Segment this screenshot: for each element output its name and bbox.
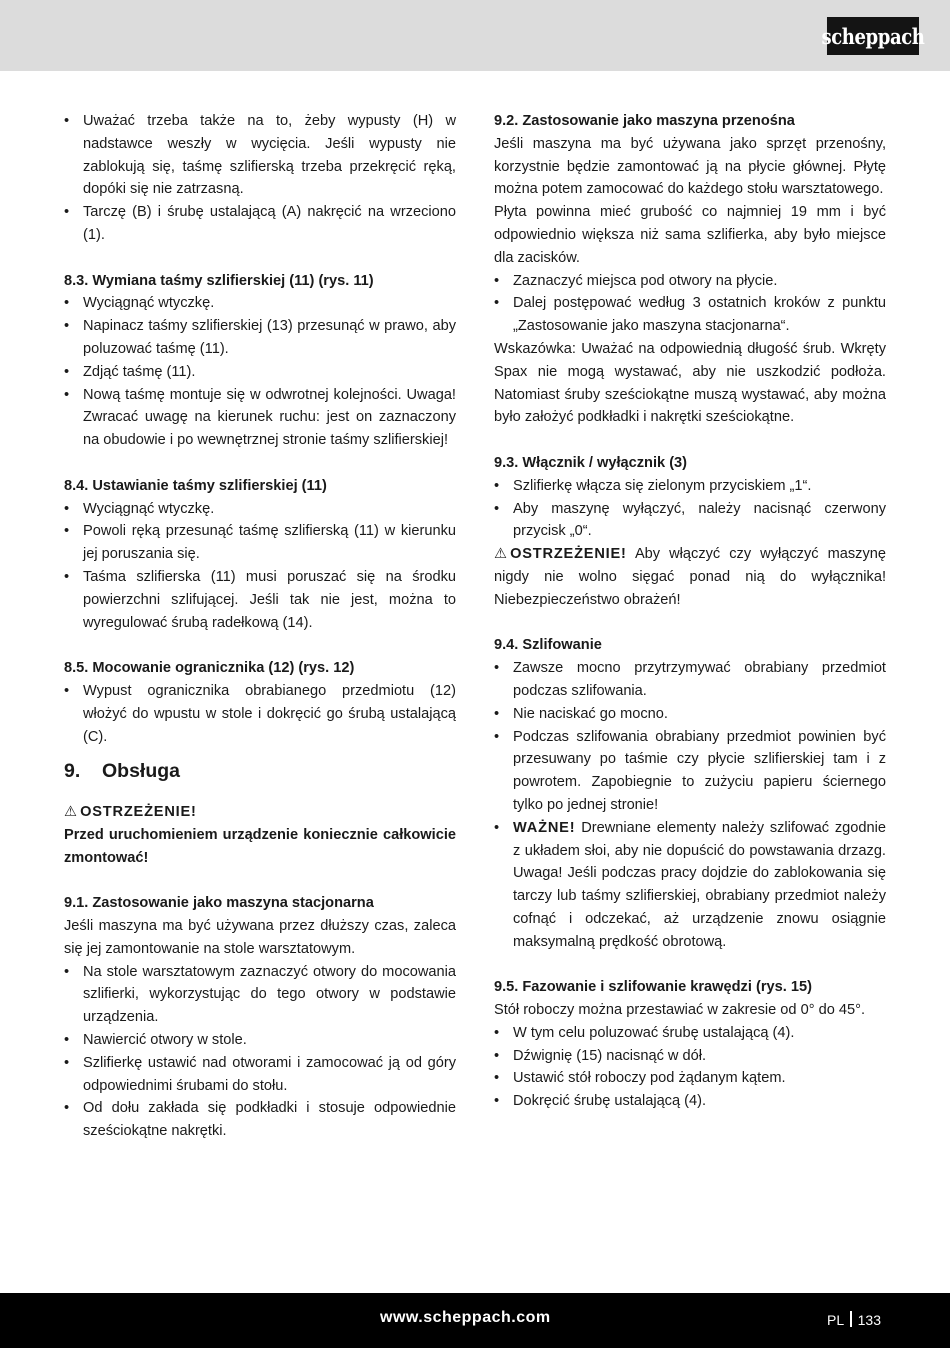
warning-triangle-icon: ⚠ bbox=[64, 804, 78, 821]
header-bar bbox=[0, 0, 950, 71]
section-heading-9-2: 9.2. Zastosowanie jako maszyna przenośna bbox=[494, 113, 795, 129]
list-item: • Taśma szlifierska (11) musi poruszać się na środku powierzchni szlifującej. Jeśli tak nie jest, można to wyregulować śrubą radełkową (14). bbox=[64, 566, 456, 634]
list-item: • Tarczę (B) i śrubę ustalającą (A) nakręcić na wrzeciono (1). bbox=[64, 201, 456, 247]
list-item: • Nową taśmę montuje się w odwrotnej kolejności. Uwaga! Zwracać uwagę na kierunek ruchu: jest on zaznaczony na obudowie i po wewnętrznej stronie taśmy szlifierskiej! bbox=[64, 384, 456, 452]
section-9-5-list bbox=[494, 1022, 886, 1113]
section-heading-8-4: 8.4. Ustawianie taśmy szlifierskiej (11) bbox=[64, 477, 327, 494]
list-item: • Dalej postępować według 3 ostatnich kroków z punktu „Zastosowanie jako maszyna stacjonarna“. bbox=[494, 292, 886, 338]
intro-list bbox=[64, 110, 456, 247]
left-column bbox=[64, 110, 456, 1143]
list-item: • Wypust ogranicznika obrabianego przedmiotu (12) włożyć do wpustu w stole i dokręcić go śrubą ustalającą (C). bbox=[64, 680, 456, 748]
chapter-title: Obsługa bbox=[102, 760, 181, 783]
footer-bar bbox=[0, 1293, 950, 1348]
list-item: • Dokręcić śrubę ustalającą (4). bbox=[494, 1090, 886, 1113]
list-item: • Wyciągnąć wtyczkę. bbox=[64, 498, 456, 521]
page-number: 133 bbox=[857, 1312, 881, 1328]
warning-label: ⚠ OSTRZEŻENIE! bbox=[494, 546, 627, 562]
section-9-2-list bbox=[494, 270, 886, 338]
list-item: • Szlifierkę włącza się zielonym przyciskiem „1“. bbox=[494, 475, 886, 498]
chapter-number: 9. bbox=[64, 760, 81, 783]
list-item: • Zawsze mocno przytrzymywać obrabiany przedmiot podczas szlifowania. bbox=[494, 657, 886, 703]
list-item: • Od dołu zakłada się podkładki i stosuje odpowiednie sześciokątne nakrętki. bbox=[64, 1097, 456, 1143]
section-heading-9-3: 9.3. Włącznik / wyłącznik (3) bbox=[494, 454, 688, 471]
section-9-4-list bbox=[494, 657, 886, 953]
list-item: • Zaznaczyć miejsca pod otwory na płycie. bbox=[494, 270, 886, 293]
list-item: • Nawiercić otwory w stole. bbox=[64, 1029, 456, 1052]
right-column bbox=[494, 110, 886, 1113]
list-item: • Ustawić stół roboczy pod żądanym kątem. bbox=[494, 1067, 886, 1090]
list-item: • Na stole warsztatowym zaznaczyć otwory do mocowania szlifierki, wykorzystując do tego otwory w podstawie urządzenia. bbox=[64, 961, 456, 1029]
warning-text: Przed uruchomieniem urządzenie koniecznie całkowicie zmontować! bbox=[64, 826, 456, 866]
section-9-5-intro: Stół roboczy można przestawiać w zakresie od 0° do 45°. bbox=[494, 1002, 866, 1019]
section-9-2-hint: Wskazówka: Uważać na odpowiednią długość śrub. Wkręty Spax nie mogą wystawać, aby nie uszkodzić podłoża. Natomiast śruby sześciokątne muszą wystawać, aby można było założyć podkładki i nakrętki sześciokątne. bbox=[494, 340, 886, 426]
list-item-important: • WAŻNE! Drewniane elementy należy szlifować zgodnie z układem słoi, aby nie dopuścić do powstawania drzazg. Uwaga! Jeśli podczas pracy dojdzie do zablokowania się tarczy lub taśmy szlifierskiej, obrabiany przedmiot należy cofnąć i odczekać, aż urządzenie znowu osiągnie maksymalną prędkość obrotową. bbox=[494, 817, 886, 954]
warning-triangle-icon: ⚠ bbox=[494, 546, 508, 563]
section-heading-9-1: 9.1. Zastosowanie jako maszyna stacjonarna bbox=[64, 895, 374, 912]
chapter-heading-9 bbox=[64, 760, 456, 783]
section-heading-9-4: 9.4. Szlifowanie bbox=[494, 637, 602, 654]
list-item: • Szlifierkę ustawić nad otworami i zamocować ją od góry odpowiednimi śrubami do stołu. bbox=[64, 1052, 456, 1098]
section-9-3-warning: ⚠ OSTRZEŻENIE! Aby włączyć czy wyłączyć maszynę nigdy nie wolno sięgać ponad nią do wyłącznika! Niebezpieczeństwo obrażeń! bbox=[494, 543, 886, 611]
list-item: • Nie naciskać go mocno. bbox=[494, 703, 886, 726]
section-9-1-list bbox=[64, 961, 456, 1143]
list-item: • Uważać trzeba także na to, żeby wypusty (H) w nadstawce weszły w wycięcia. Jeśli wypusty nie zablokują się, taśmę szlifierską trzeba przekręcić ręką, dopóki się nie zatrzasną. bbox=[64, 110, 456, 201]
section-8-5-list bbox=[64, 680, 456, 748]
list-item: • Podczas szlifowania obrabiany przedmiot powinien być przesuwany po taśmie czy płycie szlifierskiej tam i z powrotem. Zapobiegnie to zużyciu papieru ściernego tylko po jednej stronie! bbox=[494, 726, 886, 817]
warning-heading: ⚠ OSTRZEŻENIE! bbox=[64, 801, 456, 824]
list-item: • Napinacz taśmy szlifierskiej (13) przesunąć w prawo, aby poluzować taśmę (11). bbox=[64, 315, 456, 361]
section-8-3-list bbox=[64, 292, 456, 452]
section-9-2-paragraph-1: Jeśli maszyna ma być używana jako sprzęt przenośny, korzystnie będzie zamontować ją na płycie głównej. Płytę można potem zamocować do każdego stołu warsztatowego. bbox=[494, 135, 886, 198]
separator bbox=[850, 1311, 852, 1327]
scheppach-logo: scheppach bbox=[827, 17, 919, 55]
list-item: • Wyciągnąć wtyczkę. bbox=[64, 292, 456, 315]
list-item: • Powoli ręką przesunąć taśmę szlifierską (11) w kierunku jej poruszania się. bbox=[64, 520, 456, 566]
section-heading-8-3: 8.3. Wymiana taśmy szlifierskiej (11) (rys. 11) bbox=[64, 272, 374, 289]
language-code: PL bbox=[827, 1312, 845, 1328]
website-link[interactable]: www.scheppach.com bbox=[380, 1309, 551, 1326]
section-8-4-list bbox=[64, 498, 456, 635]
section-heading-9-5: 9.5. Fazowanie i szlifowanie krawędzi (rys. 15) bbox=[494, 979, 812, 996]
list-item: • Aby maszynę wyłączyć, należy nacisnąć czerwony przycisk „0“. bbox=[494, 498, 886, 544]
list-item: • W tym celu poluzować śrubę ustalającą (4). bbox=[494, 1022, 886, 1045]
section-9-3-list bbox=[494, 475, 886, 543]
section-9-1-intro: Jeśli maszyna ma być używana przez dłuższy czas, zaleca się jej zamontowanie na stole warsztatowym. bbox=[64, 918, 456, 957]
section-heading-8-5: 8.5. Mocowanie ogranicznika (12) (rys. 12) bbox=[64, 660, 355, 677]
list-item: • Zdjąć taśmę (11). bbox=[64, 361, 456, 384]
section-9-2-paragraph-2: Płyta powinna mieć grubość co najmniej 19 mm i być odpowiednio większa niż sama szlifierka, aby było miejsce dla zacisków. bbox=[494, 204, 886, 266]
list-item: • Dźwignię (15) nacisnąć w dół. bbox=[494, 1045, 886, 1068]
page-info bbox=[827, 1311, 881, 1328]
